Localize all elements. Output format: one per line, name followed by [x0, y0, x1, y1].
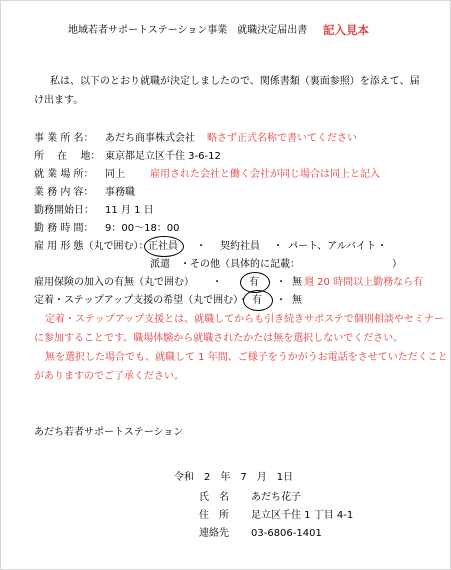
employment-option-dispatch-other: 派遣 ・その他（具体的に記載： [150, 259, 300, 270]
employment-label: 雇 用 形 態（丸で囲む）： [34, 241, 149, 252]
employment-separator: ・ [273, 241, 283, 252]
workplace-label: 就 業 場 所： [34, 169, 94, 180]
insurance-separator: ・ [276, 277, 286, 288]
company-note: 略さず正式名称で書いてください [207, 133, 357, 144]
support-option-yes: 有 [252, 295, 262, 306]
footer-phone-label: 連絡先 [199, 528, 229, 539]
employment-separator: ・ [196, 241, 206, 252]
note-line-1: 定着・ステップアップ支援とは、就職してからも引き続きサポステで個別相談やセミナー [45, 314, 444, 325]
footer-address-value: 足立区千住 1 丁目 4-1 [251, 510, 354, 521]
workplace-value: 同上 [105, 169, 125, 180]
intro-line-2: け出ます。 [34, 95, 84, 106]
insurance-note: 週 20 時間以上勤務なら有 [304, 277, 424, 288]
footer-phone-value: 03-6806-1401 [251, 528, 322, 539]
insurance-label: 雇用保険の加入の有無（丸で囲む） [34, 277, 194, 288]
support-separator: ・ [276, 295, 286, 306]
document-title: 地域若者サポートステーション事業 就職決定届出書 [68, 25, 308, 36]
start-date-label: 勤務開始日： [34, 205, 94, 216]
organization-name: あだち若者サポートステーション [34, 427, 184, 438]
employment-option-parttime: パート、アルバイト [288, 241, 376, 252]
note-line-2: に参加することです。職場体験から就職されたかたは無を選択しないでください。 [34, 333, 404, 344]
note-line-4: がありますのでご了承ください。 [34, 371, 184, 382]
address-label: 所 在 地： [34, 151, 101, 162]
footer-address-label: 住 所 [199, 510, 229, 521]
employment-separator: ・ [377, 241, 387, 252]
duty-label: 業 務 内 容： [34, 187, 94, 198]
hours-label: 勤 務 時 間： [34, 223, 94, 234]
hours-value: 9：00～18：00 [105, 223, 180, 234]
sample-label: 記入見本 [323, 23, 369, 37]
submission-date: 令和 2 年 7 月 1日 [174, 472, 294, 483]
insurance-separator: ・ [212, 277, 222, 288]
note-line-3: 無を選択した場合でも、就職して 1 年間、ご様子をうかがうお電話をさせていただくこと [45, 352, 448, 363]
employment-option-contract: 契約社員 [220, 241, 260, 252]
intro-line-1: 私は、以下のとおり就職が決定しましたので、関係書類（裏面参照）を添えて、届 [50, 76, 420, 87]
insurance-option-no: 無 [292, 277, 302, 288]
employment-option-fulltime: 正社員 [148, 241, 178, 252]
start-date-value: 11 月 1 日 [105, 205, 154, 216]
workplace-note: 雇用された会社と働く会社が同じ場合は同上と記入 [150, 169, 380, 180]
support-label: 定着・ステップアップ支援の希望（丸で囲む）・ [34, 295, 249, 306]
support-option-no: 無 [292, 295, 302, 306]
footer-name-value: あだち花子 [251, 492, 301, 503]
company-value: あだち商事株式会社 [105, 133, 195, 144]
duty-value: 事務職 [105, 187, 135, 198]
footer-name-label: 氏 名 [199, 492, 229, 503]
insurance-option-yes: 有 [249, 277, 259, 288]
address-value: 東京都足立区千住 3-6-12 [105, 151, 221, 162]
employment-close-paren: ） [392, 259, 402, 270]
company-label: 事 業 所 名： [34, 133, 94, 144]
